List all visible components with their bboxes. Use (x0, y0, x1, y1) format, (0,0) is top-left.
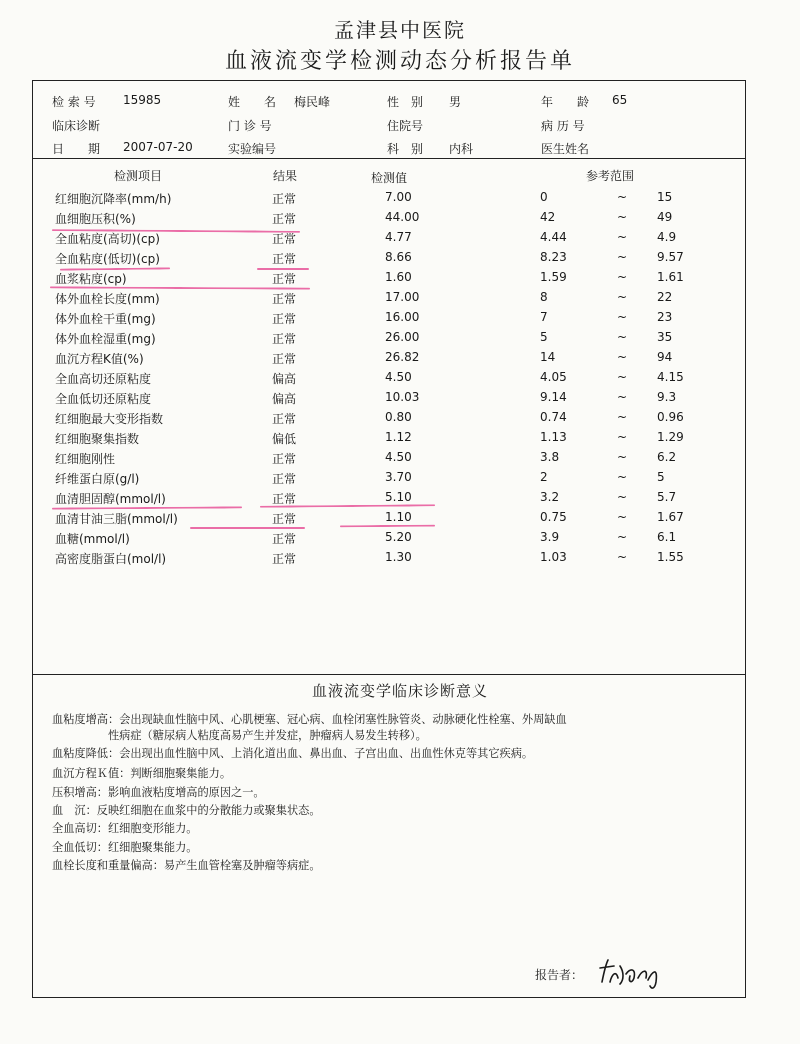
significance-line: 血粘度降低：会出现出血性脑中风、上消化道出血、鼻出血、子宫出血、出血性休克等其它疾病。 (52, 747, 534, 760)
result-cell: 正常 (272, 232, 297, 246)
range-low: 3.8 (540, 450, 560, 464)
range-separator: ~ (617, 490, 628, 504)
measured-value: 1.30 (385, 550, 412, 564)
range-low: 7 (540, 310, 548, 324)
highlight-mark (257, 268, 309, 270)
measured-value: 44.00 (385, 210, 420, 224)
table-row (0, 470, 800, 490)
range-separator: ~ (617, 250, 628, 264)
range-low: 3.9 (540, 530, 560, 544)
significance-line: 全血低切：红细胞聚集能力。 (52, 841, 198, 854)
item-name: 红细胞沉降率(mm/h) (55, 192, 172, 206)
table-row (0, 310, 800, 330)
item-name: 血沉方程K值(%) (55, 352, 144, 366)
table-row (0, 370, 800, 390)
item-name: 红细胞最大变形指数 (55, 412, 164, 426)
result-cell: 正常 (272, 212, 297, 226)
range-high: 5.7 (657, 490, 677, 504)
measured-value: 26.82 (385, 350, 420, 364)
range-separator: ~ (617, 470, 628, 484)
range-high: 1.61 (657, 270, 684, 284)
measured-value: 4.77 (385, 230, 412, 244)
range-high: 5 (657, 470, 665, 484)
range-high: 49 (657, 210, 673, 224)
range-separator: ~ (617, 530, 628, 544)
range-low: 1.13 (540, 430, 567, 444)
measured-value: 1.60 (385, 270, 412, 284)
item-name: 血糖(mmol/l) (55, 532, 130, 546)
table-row (0, 410, 800, 430)
item-name: 全血粘度(高切)(cp) (55, 232, 160, 246)
measured-value: 1.10 (385, 510, 412, 524)
significance-title: 血液流变学临床诊断意义 (311, 682, 488, 700)
significance-line: 全血高切：红细胞变形能力。 (52, 822, 198, 835)
item-name: 红细胞刚性 (55, 452, 116, 466)
sex-label: 性 别 (387, 95, 424, 109)
result-cell: 正常 (272, 332, 297, 346)
range-low: 14 (540, 350, 556, 364)
range-high: 0.96 (657, 410, 684, 424)
item-name: 全血粘度(低切)(cp) (55, 252, 160, 266)
table-row (0, 430, 800, 450)
measured-value: 1.12 (385, 430, 412, 444)
table-row (0, 210, 800, 230)
item-name: 血清胆固醇(mmol/l) (55, 492, 166, 506)
item-name: 体外血栓长度(mm) (55, 292, 160, 306)
measured-value: 5.20 (385, 530, 412, 544)
table-row (0, 390, 800, 410)
result-cell: 正常 (272, 312, 297, 326)
measured-value: 7.00 (385, 190, 412, 204)
range-high: 94 (657, 350, 673, 364)
item-name: 全血高切还原粘度 (55, 372, 152, 386)
range-separator: ~ (617, 310, 628, 324)
range-high: 1.55 (657, 550, 684, 564)
item-name: 高密度脂蛋白(mol/l) (55, 552, 167, 566)
range-low: 1.59 (540, 270, 567, 284)
result-cell: 正常 (272, 492, 297, 506)
table-row (0, 230, 800, 250)
range-low: 0 (540, 190, 548, 204)
table-row (0, 550, 800, 570)
range-high: 23 (657, 310, 673, 324)
range-low: 0.74 (540, 410, 567, 424)
result-cell: 正常 (272, 512, 297, 526)
result-cell: 正常 (272, 272, 297, 286)
significance-line: 血沉方程Ｋ值：判断细胞聚集能力。 (52, 767, 232, 780)
significance-line: 血栓长度和重量偏高：易产生血管栓塞及肿瘤等病症。 (52, 859, 321, 872)
measured-value: 10.03 (385, 390, 420, 404)
significance-line: 血 沉：反映红细胞在血浆中的分散能力或聚集状态。 (52, 804, 321, 817)
range-low: 4.05 (540, 370, 567, 384)
range-high: 35 (657, 330, 673, 344)
range-low: 42 (540, 210, 556, 224)
divider-significance (32, 674, 746, 675)
item-name: 血清甘油三脂(mmol/l) (55, 512, 178, 526)
result-cell: 正常 (272, 552, 297, 566)
column-header-range: 参考范围 (586, 169, 635, 183)
clinic-number-label: 门 诊 号 (228, 119, 272, 133)
item-name: 血浆粘度(cp) (55, 272, 127, 286)
highlight-mark (190, 527, 305, 529)
range-high: 6.2 (657, 450, 677, 464)
result-cell: 正常 (272, 532, 297, 546)
range-separator: ~ (617, 450, 628, 464)
range-high: 9.3 (657, 390, 677, 404)
range-high: 15 (657, 190, 673, 204)
range-high: 1.67 (657, 510, 684, 524)
date-label: 日 期 (52, 142, 101, 156)
range-low: 5 (540, 330, 548, 344)
range-separator: ~ (617, 270, 628, 284)
measured-value: 3.70 (385, 470, 412, 484)
range-low: 3.2 (540, 490, 560, 504)
range-low: 0.75 (540, 510, 567, 524)
search-id-value: 15985 (123, 93, 162, 107)
patient-name-label: 姓 名 (228, 95, 277, 109)
result-cell: 正常 (272, 452, 297, 466)
divider-info (32, 158, 746, 159)
age-label: 年 龄 (541, 95, 590, 109)
range-separator: ~ (617, 390, 628, 404)
result-cell: 正常 (272, 412, 297, 426)
range-separator: ~ (617, 230, 628, 244)
range-low: 8 (540, 290, 548, 304)
record-number-label: 病 历 号 (541, 119, 585, 133)
table-row (0, 350, 800, 370)
patient-name-value: 梅民峰 (294, 95, 331, 109)
column-header-value: 检测值 (371, 171, 408, 185)
result-cell: 正常 (272, 472, 297, 486)
table-row (0, 450, 800, 470)
range-high: 6.1 (657, 530, 677, 544)
range-separator: ~ (617, 370, 628, 384)
result-cell: 正常 (272, 252, 297, 266)
range-high: 9.57 (657, 250, 684, 264)
range-separator: ~ (617, 290, 628, 304)
range-separator: ~ (617, 190, 628, 204)
result-cell: 正常 (272, 292, 297, 306)
result-cell: 正常 (272, 352, 297, 366)
measured-value: 8.66 (385, 250, 412, 264)
range-separator: ~ (617, 350, 628, 364)
measured-value: 0.80 (385, 410, 412, 424)
range-separator: ~ (617, 430, 628, 444)
diagnosis-label: 临床诊断 (52, 119, 101, 133)
range-high: 22 (657, 290, 673, 304)
range-separator: ~ (617, 510, 628, 524)
item-name: 全血低切还原粘度 (55, 392, 152, 406)
table-row (0, 530, 800, 550)
range-separator: ~ (617, 210, 628, 224)
measured-value: 4.50 (385, 370, 412, 384)
result-cell: 正常 (272, 192, 297, 206)
item-name: 纤维蛋白原(g/l) (55, 472, 140, 486)
lab-number-label: 实验编号 (228, 142, 277, 156)
column-header-item: 检测项目 (114, 169, 163, 183)
date-value: 2007-07-20 (123, 140, 193, 154)
range-low: 8.23 (540, 250, 567, 264)
search-id-label: 检 索 号 (52, 95, 96, 109)
table-row (0, 190, 800, 210)
hospital-name: 孟津县中医院 (334, 18, 466, 42)
measured-value: 17.00 (385, 290, 420, 304)
range-high: 4.9 (657, 230, 677, 244)
range-low: 2 (540, 470, 548, 484)
item-name: 红细胞聚集指数 (55, 432, 140, 446)
table-row (0, 330, 800, 350)
result-cell: 偏高 (272, 392, 297, 406)
range-separator: ~ (617, 330, 628, 344)
range-separator: ~ (617, 410, 628, 424)
table-row (0, 290, 800, 310)
doctor-name-label: 医生姓名 (541, 142, 590, 156)
item-name: 血细胞压积(%) (55, 212, 136, 226)
result-cell: 偏高 (272, 372, 297, 386)
measured-value: 5.10 (385, 490, 412, 504)
department-value: 内科 (449, 142, 474, 156)
range-low: 4.44 (540, 230, 567, 244)
department-label: 科 别 (387, 142, 424, 156)
range-high: 1.29 (657, 430, 684, 444)
result-cell: 偏低 (272, 432, 297, 446)
table-row (0, 510, 800, 530)
item-name: 体外血栓湿重(mg) (55, 332, 156, 346)
age-value: 65 (612, 93, 628, 107)
significance-line: 性病症（糖尿病人粘度高易产生并发症，肿瘤病人易发生转移）。 (52, 729, 427, 742)
range-separator: ~ (617, 550, 628, 564)
range-low: 1.03 (540, 550, 567, 564)
column-header-result: 结果 (273, 169, 298, 183)
report-title: 血液流变学检测动态分析报告单 (224, 49, 575, 74)
measured-value: 26.00 (385, 330, 420, 344)
range-high: 4.15 (657, 370, 684, 384)
significance-line: 压积增高：影响血液粘度增高的原因之一。 (52, 786, 265, 799)
item-name: 体外血栓干重(mg) (55, 312, 156, 326)
sex-value: 男 (449, 95, 462, 109)
range-low: 9.14 (540, 390, 567, 404)
inpatient-number-label: 住院号 (387, 119, 424, 133)
reporter-label: 报告者： (535, 968, 584, 982)
measured-value: 4.50 (385, 450, 412, 464)
significance-line: 血粘度增高：会出现缺血性脑中风、心肌梗塞、冠心病、血栓闭塞性脉管炎、动脉硬化性栓塞、外周缺血 (52, 713, 567, 726)
measured-value: 16.00 (385, 310, 420, 324)
handwritten-signature (598, 952, 668, 992)
